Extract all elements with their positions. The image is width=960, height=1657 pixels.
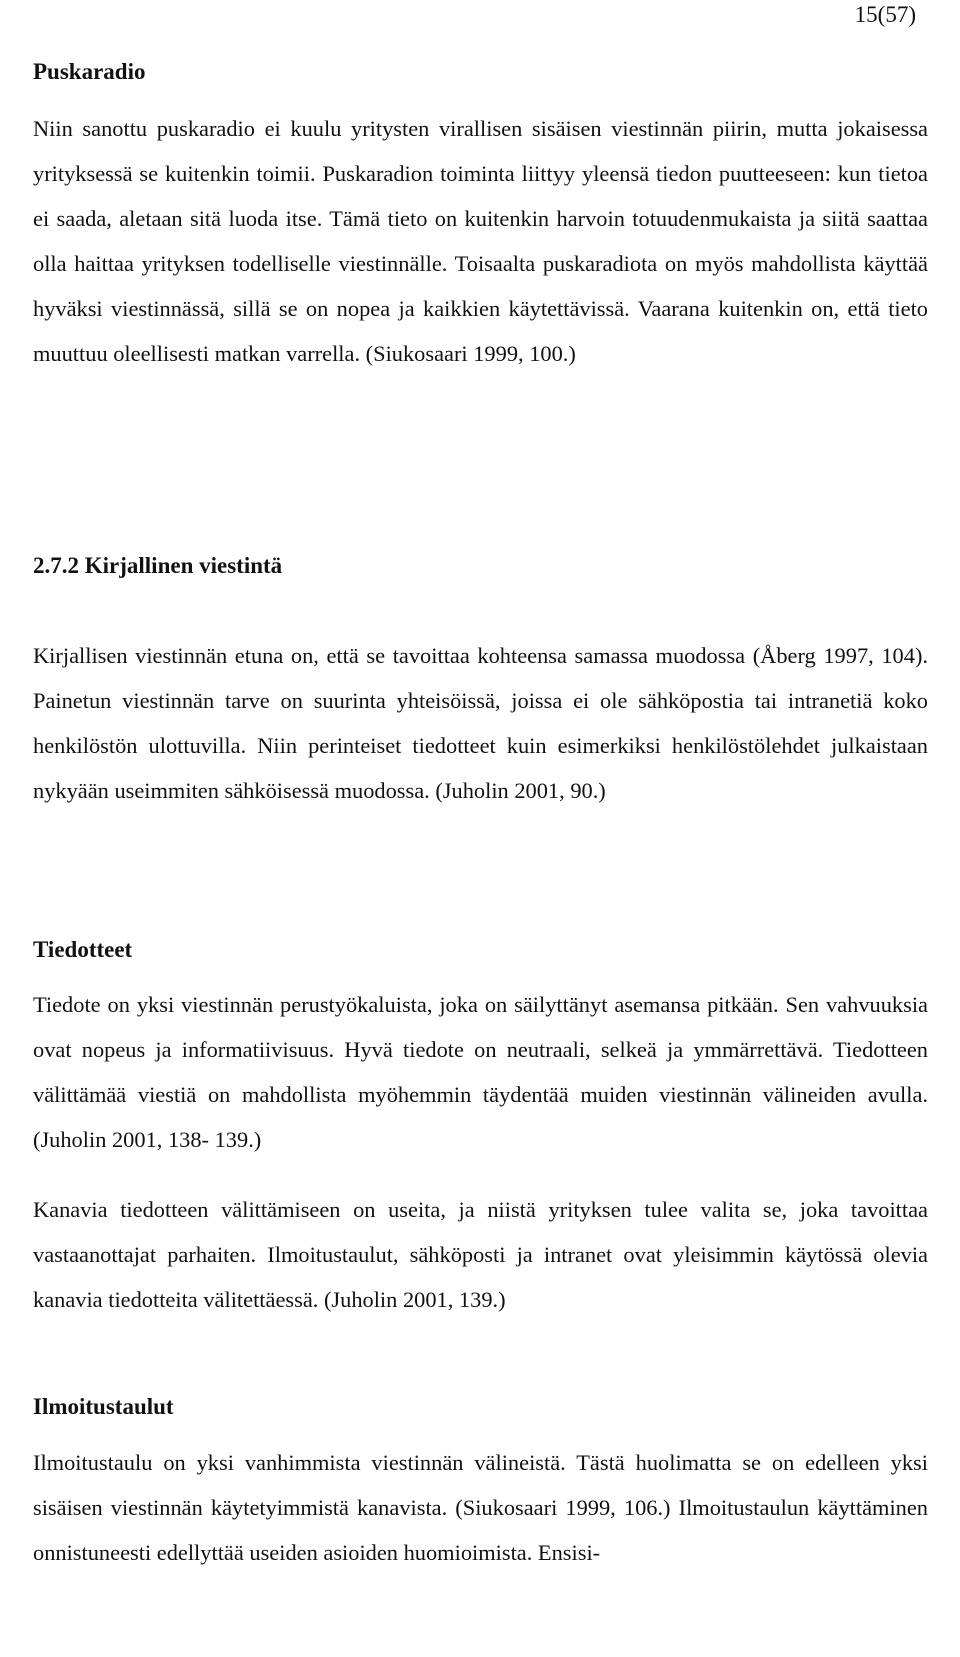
paragraph: Kanavia tiedotteen välittämiseen on useita, ja niistä yrityksen tulee valita se, joka tavoittaa vastaanottajat parhaiten. Ilmoitustaulut, sähköposti ja intranet ovat yleisimmin käytössä olevia kanavia tiedotteita välitettäessä. (Juholin 2001, 139.) bbox=[33, 1197, 928, 1312]
section-kirjallinen-body bbox=[33, 633, 928, 813]
section-heading: Ilmoitustaulut bbox=[33, 1394, 174, 1419]
section-heading: Tiedotteet bbox=[33, 937, 133, 962]
section-heading: Puskaradio bbox=[33, 59, 146, 84]
section-tiedotteet-body bbox=[33, 982, 928, 1162]
section-puskaradio-body bbox=[33, 106, 928, 376]
section-tiedotteet-body-2 bbox=[33, 1187, 928, 1322]
paragraph: Niin sanottu puskaradio ei kuulu yritysten virallisen sisäisen viestinnän piirin, mutta jokaisessa yrityksessä se kuitenkin toimii. Puskaradion toiminta liittyy yleensä tiedon puutteeseen: kun tietoa ei saada, aletaan sitä luoda itse. Tämä tieto on kuitenkin harvoin totuudenmukaista ja siitä saattaa olla haittaa yrityksen todelliselle viestinnälle. Toisaalta puskaradiota on myös mahdollista käyttää hyväksi viestinnässä, sillä se on nopea ja kaikkien käytettävissä. Vaarana kuitenkin on, että tieto muuttuu oleellisesti matkan varrella. (Siukosaari 1999, 100.) bbox=[33, 116, 928, 366]
section-kirjallinen bbox=[33, 551, 928, 581]
page-number: 15(57) bbox=[854, 2, 916, 27]
section-ilmoitustaulut bbox=[33, 1392, 928, 1422]
paragraph: Ilmoitustaulu on yksi vanhimmista viestinnän välineistä. Tästä huolimatta se on edelleen yksi sisäisen viestinnän käytetyimmistä kanavista. (Siukosaari 1999, 106.) Ilmoitustaulun käyttäminen onnistuneesti edellyttää useiden asioiden huomioimista. Ensisi- bbox=[33, 1450, 928, 1565]
paragraph: Kirjallisen viestinnän etuna on, että se tavoittaa kohteensa samassa muodossa (Åberg 1997, 104). Painetun viestinnän tarve on suurinta yhteisöissä, joissa ei ole sähköpostia tai intranetiä koko henkilöstön ulottuvilla. Niin perinteiset tiedotteet kuin esimerkiksi henkilöstölehdet julkaistaan nykyään useimmiten sähköisessä muodossa. (Juholin 2001, 90.) bbox=[33, 643, 928, 803]
section-puskaradio bbox=[33, 57, 928, 87]
paragraph: Tiedote on yksi viestinnän perustyökaluista, joka on säilyttänyt asemansa pitkään. Sen vahvuuksia ovat nopeus ja informatiivisuus. Hyvä tiedote on neutraali, selkeä ja ymmärrettävä. Tiedotteen välittämää viestiä on mahdollista myöhemmin täydentää muiden viestinnän välineiden avulla. (Juholin 2001, 138- 139.) bbox=[33, 992, 928, 1152]
section-tiedotteet bbox=[33, 935, 928, 965]
section-ilmoitustaulut-body bbox=[33, 1440, 928, 1575]
section-heading: 2.7.2 Kirjallinen viestintä bbox=[33, 553, 283, 578]
